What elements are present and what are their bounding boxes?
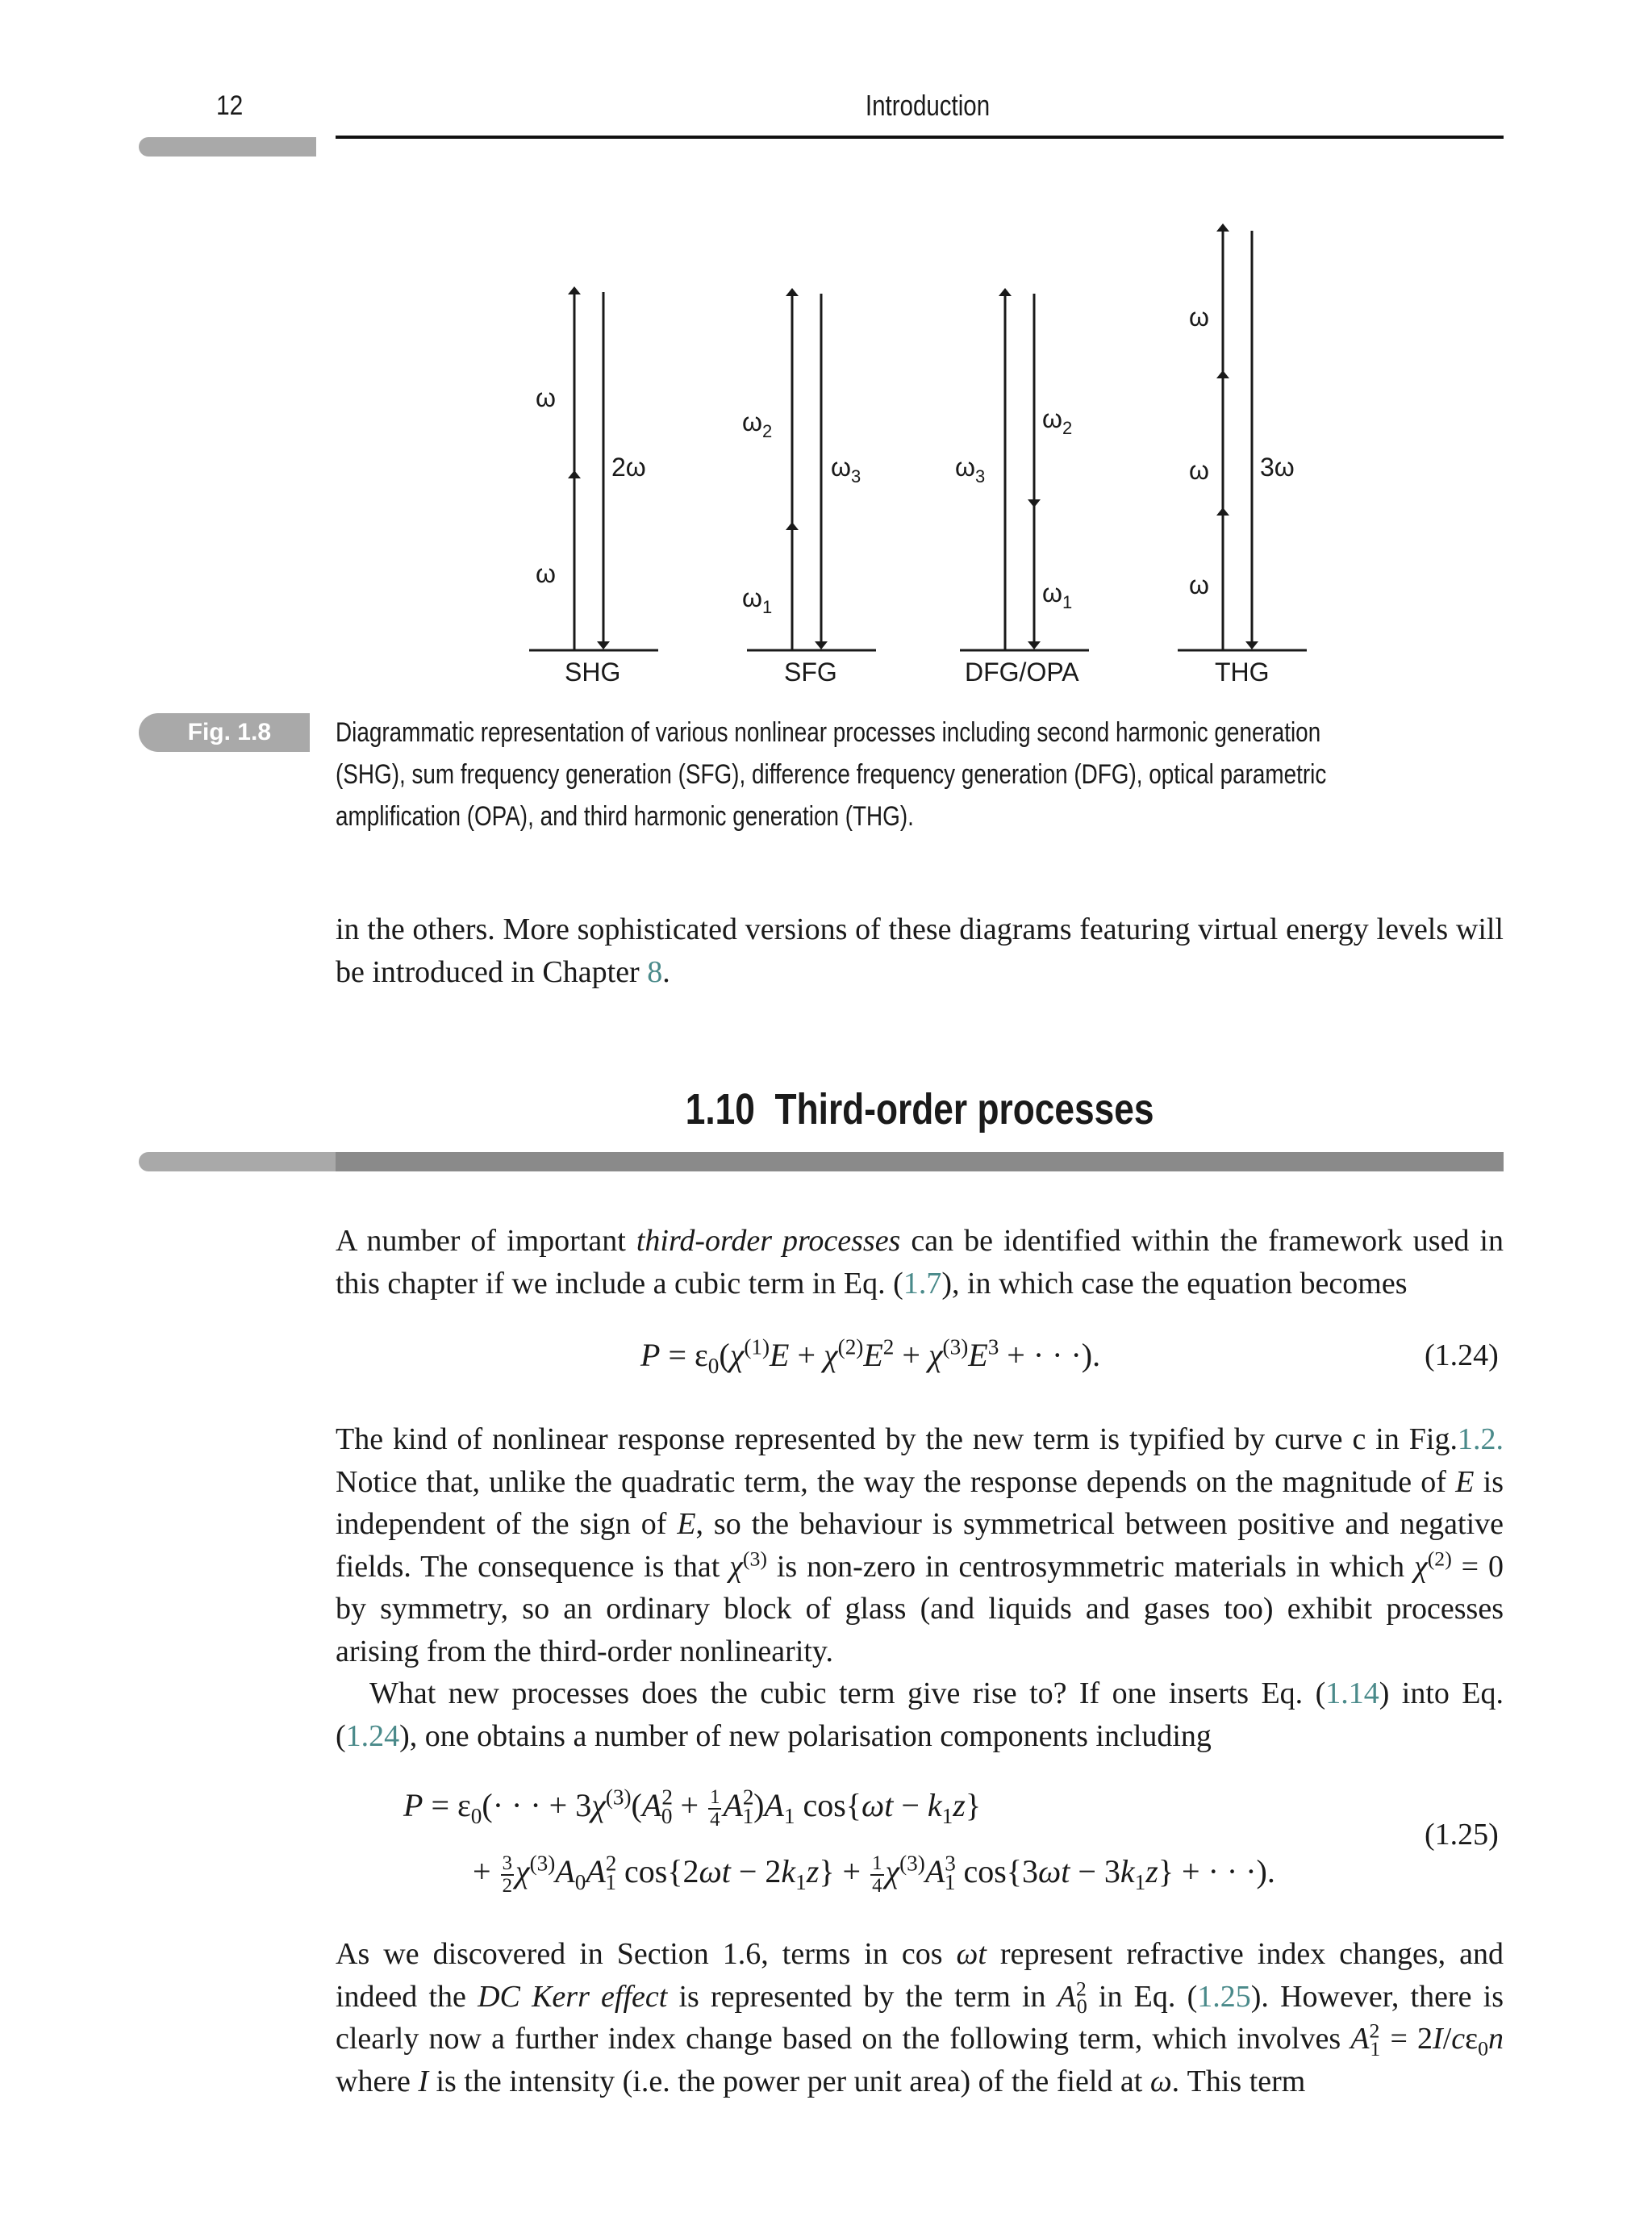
chapter-ref[interactable]: 8	[647, 954, 663, 989]
thg-label: THG	[1215, 658, 1270, 687]
thg-omega-bottom-label: ω	[1189, 570, 1209, 599]
sfg-omega3-label: $\omega_3$	[831, 453, 861, 486]
equation-1-24: $P = \varepsilon_0(\chi^{(1)}E + \chi^{(2)}E^2 + \chi^{(3)}E^3$ + · · ·).	[640, 1334, 1101, 1378]
sfg-omega1-label: $\omega_1$	[742, 583, 773, 617]
dfg-opa-label: DFG/OPA	[965, 658, 1079, 687]
sfg-omega2-label: $\omega_2$	[742, 407, 773, 441]
equation-1-25-line-2: + $\frac{3}{2}$ $\chi^{(3)}A_0A^2_1$ $\cos\{2\omega t - 2k_1z\}$ + $\frac{1}{4}$ $\chi^{(3)}A^3_1$ $\cos\{3\omega t - 3k_1z\}$ + · · ·).	[473, 1851, 1275, 1897]
paragraph-after-figure: in the others. More sophisticated versions of these diagrams featuring virtual energy levels will be introduced in Chapter 8.	[336, 912, 1504, 989]
paragraph-cubic-response: The kind of nonlinear response represented by the new term is typified by curve c in Fig.1.2. Notice that, unlike the quadratic term, the way the response depends on the magnitude of E is independent of the sign of E, so the behaviour is symmetrical between positive and negative fields. The consequence is that $\chi^{(3)}$ is non-zero in centrosymmetric materials in which $\chi^{(2)} = 0$ by symmetry, so an ordinary block of glass (and liquids and gases too) exhibit processes arising from the third-order nonlinearity. What new processes does the cubic term give rise to? If one inserts Eq. (1.14) into Eq. (1.24), one obtains a number of new polarisation components including	[336, 1422, 1504, 1753]
thg-three-omega-label: 3ω	[1260, 453, 1295, 482]
shg-two-omega-label: 2ω	[611, 453, 646, 482]
eq-ref-1-14[interactable]: 1.14	[1325, 1676, 1379, 1710]
section-number: 1.10	[685, 1085, 755, 1134]
figure-caption: Diagrammatic representation of various nonlinear processes including second harmonic generation (SHG), sum frequency generation (SFG), difference frequency generation (DFG), optical parametric amplification (OPA), and third harmonic generation (THG).	[336, 717, 1327, 832]
dfg-omega1-label: $\omega_1$	[1042, 578, 1073, 612]
shg-label: SHG	[565, 658, 621, 687]
section-title: Third-order processes	[774, 1085, 1154, 1134]
eq-ref-1-25[interactable]: 1.25	[1197, 1979, 1251, 2014]
shg-omega-lower-label: ω	[536, 559, 556, 588]
eq-ref-1-7[interactable]: 1.7	[903, 1266, 942, 1301]
section-heading	[336, 1084, 1504, 1134]
section-rule	[336, 1152, 1504, 1171]
eq-ref-1-24[interactable]: 1.24	[345, 1718, 400, 1753]
page-number: 12	[216, 90, 244, 121]
section-rule-light	[139, 1152, 336, 1171]
nonlinear-process-diagram	[0, 0, 1652, 710]
dfg-omega3-label: $\omega_3$	[955, 453, 986, 486]
paragraph-third-order-intro: A number of important third-order processes can be identified within the framework used in this chapter if we include a cubic term in Eq. (1.7), in which case the equation becomes	[336, 1224, 1504, 1301]
equation-number-1-24: (1.24)	[1425, 1338, 1499, 1372]
running-head: Introduction	[865, 89, 991, 122]
paragraph-kerr-effect: As we discovered in Section 1.6, terms in cos ωt represent refractive index changes, and indeed the DC Kerr effect is represented by the term in $A^2_0$ in Eq. (1.25). However, there is clearly now a further index change based on the following term, which involves $A^2_1 = 2I/c\varepsilon_0n$ where I is the intensity (i.e. the power per unit area) of the field at ω. This term	[336, 1937, 1504, 2098]
thg-omega-top-label: ω	[1189, 303, 1209, 332]
thg-omega-middle-label: ω	[1189, 456, 1209, 485]
figure-badge: Fig. 1.8	[139, 713, 310, 752]
sfg-label: SFG	[784, 658, 837, 687]
shg-omega-upper-label: ω	[536, 383, 556, 412]
equation-number-1-25: (1.25)	[1425, 1818, 1499, 1852]
equation-1-25-line-1: $P = \varepsilon_0(\cdot$ · · + $3\chi^{(3)}(A^2_0$ + $\frac{1}{4}$ $A^2_1)A_1$ $\cos\{\omega t - k_1z\}$	[403, 1785, 982, 1831]
dfg-omega2-label: $\omega_2$	[1042, 404, 1073, 438]
fig-ref-1-2[interactable]: 1.2.	[1458, 1422, 1504, 1456]
